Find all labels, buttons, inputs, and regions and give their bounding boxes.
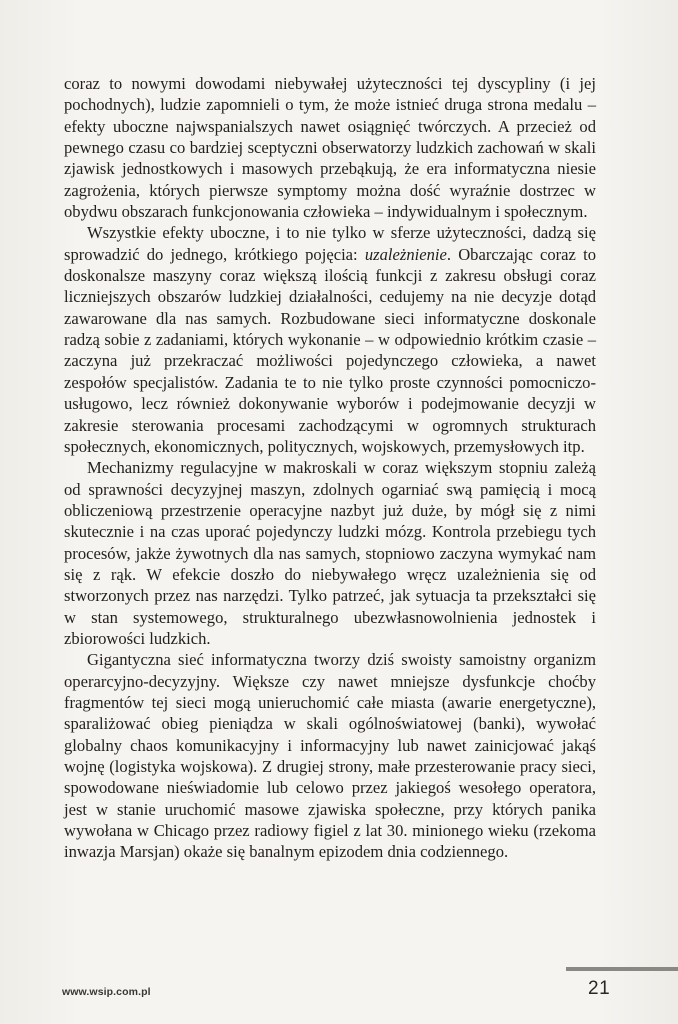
paragraph-2 [64,222,596,457]
paragraph-2-start: Wszystkie efekty uboczne, i to nie tylko w sferze użyteczności, dadzą się sprowadzić do jednego, krótkiego pojęcia: [64,223,596,264]
emphasized-term: uzależnienie [364,244,447,264]
paragraph-2-end: . Obarczając coraz to doskonalsze maszyny coraz większą ilością funkcji z zakresu obsługi coraz liczniejszych obszarów ludzkiej działalności, cedujemy na nie decyzje dotąd zawarowane dla nas samych. Rozbudowane sieci informatyczne doskonale radzą sobie z zadaniami, których wykonanie – w odpowiednio krótkim czasie – zaczyna już przekraczać możliwości pojedynczego człowieka, a nawet zespołów specjalistów. Zadania te to nie tylko proste czynności pomocniczo-usługowo, lecz również dokonywanie wyborów i podejmowanie decyzji w zakresie sterowania procesami zachodzącymi w ogromnych strukturach społecznych, ekonomicznych, politycznych, wojskowych, przemysłowych itp. [64,244,596,456]
footer-rule [566,967,678,971]
paragraph-4: Gigantyczna sieć informatyczna tworzy dziś swoisty samoistny organizm operarcyjno-decyzyjny. Większe czy nawet mniejsze dysfunkcje choćby fragmentów tej sieci mogą unieruchomić całe miasta (awarie energetyczne), sparaliżować obieg pieniądza w skali ogólnoświatowej (banki), wywołać globalny chaos komunikacyjny i informacyjny lub nawet zainicjować jakąś wojnę (logistyka wojskowa). Z drugiej strony, małe przesterowanie pracy sieci, spowodowane nieświadomie lub celowo przez jakiegoś wesołego operatora, jest w stanie uruchomić masowe zjawiska społeczne, przy których panika wywołana w Chicago przez radiowy figiel z lat 30. minionego wieku (rzekoma inwazja Marsjan) okaże się banalnym epizodem dnia codziennego. [64,650,596,862]
publisher-url: www.wsip.com.pl [62,986,151,998]
paragraph-3: Mechanizmy regulacyjne w makroskali w coraz większym stopniu zależą od sprawności decyzyjnej maszyn, zdolnych ogarniać swą pamięcią i mocą obliczeniową przestrzenie operacyjne nazbyt już duże, by mógł się z nimi skutecznie i na czas uporać pojedynczy ludzki mózg. Kontrola przebiegu tych procesów, jakże żywotnych dla nas samych, stopniowo zaczyna wymykać nam się z rąk. W efekcie doszło do niebywałego wręcz uzależnienia się od stworzonych przez nas narzędzi. Tylko patrzeć, jak sytuacja ta przekształci się w stan systemowego, strukturalnego ubezwłasnowolnienia jednostek i zbiorowości ludzkich. [64,458,596,648]
body-text [64,73,596,863]
page-number: 21 [588,978,611,999]
paragraph-1: coraz to nowymi dowodami niebywałej użyteczności tej dyscypliny (i jej pochodnych), ludzie zapomnieli o tym, że może istnieć druga strona medalu – efekty uboczne najwspanialszych nawet osiągnięć twórczych. A przecież od pewnego czasu co bardziej sceptyczni obserwatorzy ludzkich zachowań w skali zjawisk jednostkowych i masowych przebąkują, że era informatyczna niesie zagrożenia, których pierwsze symptomy można dość wyraźnie dostrzec w obydwu obszarach funkcjonowania człowieka – indywidualnym i społecznym. [64,74,596,222]
